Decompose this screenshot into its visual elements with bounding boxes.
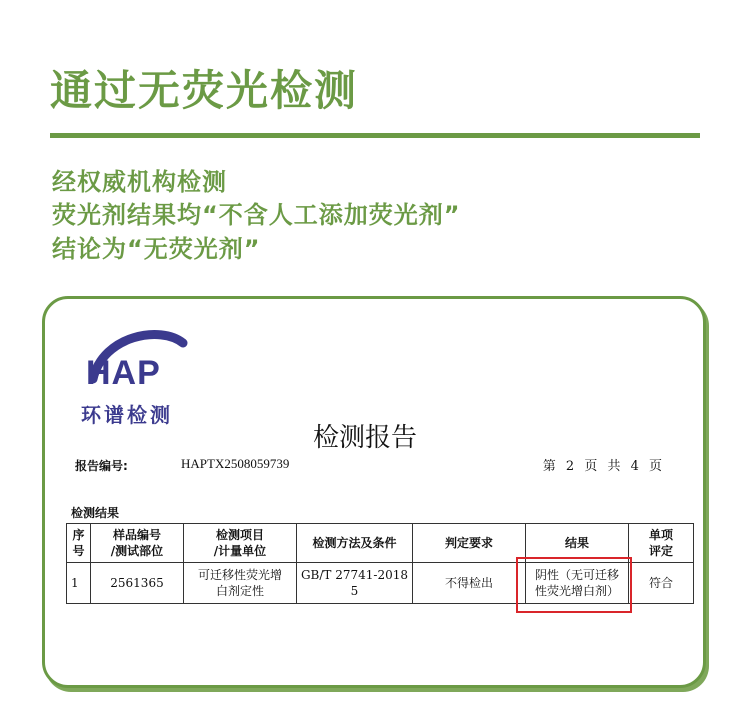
row-number: 1 [67,563,91,604]
report-card [42,296,706,688]
column-header: 样品编号 /测试部位 [91,524,184,563]
claim-line-3: 结论为“无荧光剂” [52,235,261,263]
column-header: 检测项目 /计量单位 [184,524,297,563]
logo-wordmark: HAP [86,354,161,392]
page-title: 通过无荧光检测 [50,66,359,115]
column-header: 序 号 [67,524,91,563]
test-result: 阴性（无可迁移 性荧光增白剂） [526,563,629,604]
sample-id: 2561365 [91,563,184,604]
report-number-label: 报告编号: [75,459,128,473]
report-number: HAPTX2508059739 [181,456,290,471]
column-header: 结果 [526,524,629,563]
section-label: 检测结果 [71,506,120,520]
table-row [67,563,694,604]
results-table [66,523,694,604]
test-method: GB/T 27741-2018 5 [297,563,413,604]
column-header: 检测方法及条件 [297,524,413,563]
table-header-row [67,524,694,563]
claim-line-1: 经权威机构检测 [52,168,227,196]
test-item: 可迁移性荧光增 白剂定性 [184,563,297,604]
claim-line-2: 荧光剂结果均“不含人工添加荧光剂” [52,201,461,229]
evaluation: 符合 [629,563,694,604]
title-divider [50,133,700,138]
column-header: 单项 评定 [629,524,694,563]
logo-chinese-name: 环谱检测 [81,403,173,427]
report-title: 检测报告 [313,423,418,453]
column-header: 判定要求 [413,524,526,563]
requirement: 不得检出 [413,563,526,604]
page-indicator: 第 2 页 共 4 页 [542,459,665,474]
